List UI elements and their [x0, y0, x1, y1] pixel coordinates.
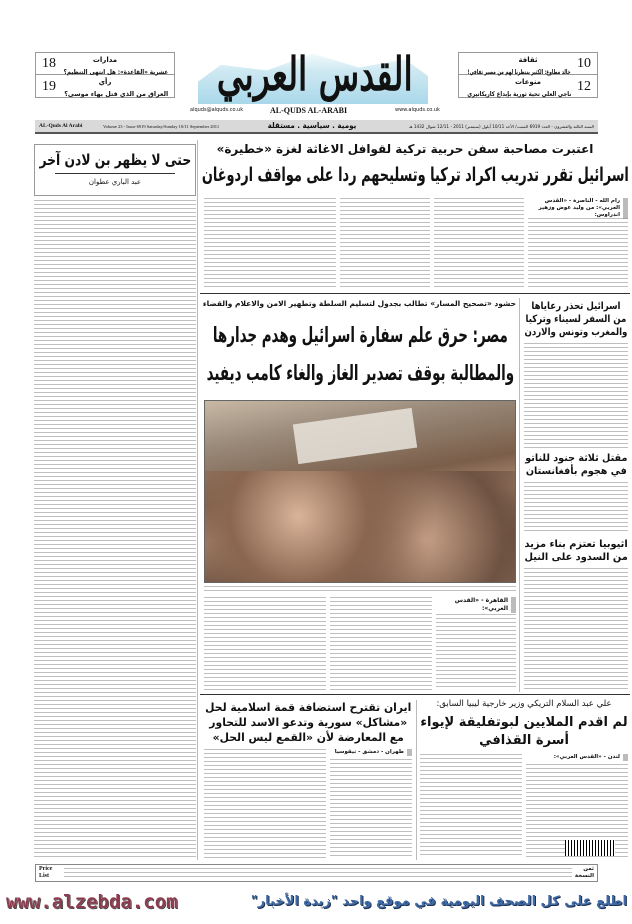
divider	[55, 173, 175, 174]
teaser-text: عشرية «القاعدة»: هل انتهى التنظيم؟	[63, 68, 168, 76]
right-story-headline[interactable]: اسرائيل تحذر رعاياها من السفر لسيناء وتركيا والمغرب وتونس والاردن	[524, 301, 628, 338]
teaser-text: العراق من الذي قتل بهاء موسى؟	[64, 90, 168, 98]
column-divider	[416, 700, 417, 860]
slogan: يومية . سياسية . مستقلة	[267, 121, 357, 130]
bottom-headline[interactable]: ايران تقترح استضافة قمة اسلامية لحل «مشاكل» سورية وتدعو الاسد للتحاور مع المعارضة لأن «القمع ليس الحل»	[204, 701, 412, 744]
lead-kicker: اعتبرت مصاحبة سفن حربية تركية لقوافل الاغاثة لغزة «خطيرة»	[216, 142, 594, 156]
divider	[200, 293, 630, 294]
editorial-box[interactable]	[34, 144, 196, 196]
egypt-headline[interactable]: مصر: حرق علم سفارة اسرائيل وهدم جدارها والمطالبة بوقف تصدير الغاز والغاء كامب ديفيد	[206, 323, 514, 385]
right-story-headline[interactable]: اثيوبيا تعتزم بناء مزيد من السدود على النيل	[524, 538, 628, 563]
right-story-text	[524, 568, 628, 690]
price-list-label: Price List	[39, 866, 53, 879]
bottom-text	[330, 759, 412, 858]
barcode	[565, 840, 615, 856]
right-story-text	[524, 343, 628, 448]
bar-right: السنة الثالثة والعشرون - العدد 6919 السبت/ الأحد 10/11 أيلول (سبتمبر) 2011 - 12/11 شوال 1432 هـ	[409, 124, 594, 129]
teaser-page: 10	[577, 56, 591, 71]
price-list-entries	[64, 868, 572, 879]
teaser-page: 18	[42, 56, 56, 71]
egypt-text	[330, 597, 432, 690]
photo-wall	[293, 408, 417, 464]
banner-url[interactable]: www.alzebda.com	[6, 891, 178, 913]
photo-crowd	[205, 471, 516, 583]
bar-left: AL-Quds Al Arabi	[39, 123, 83, 129]
teaser-section: ثقافة	[518, 56, 538, 64]
price-list	[35, 864, 598, 882]
right-story-headline[interactable]: مقتل ثلاثة جنود للناتو في هجوم بأفغانستان	[524, 452, 628, 477]
lead-text	[204, 198, 336, 290]
lead-text	[528, 218, 628, 290]
teaser-page: 12	[577, 79, 591, 94]
divider	[200, 694, 630, 695]
bottom-dateline: طهران - دمشق - نيقوسيا	[330, 749, 412, 756]
banner-text[interactable]: اطلع على كل الصحف اليومية في موقع واحد "زبدة الأخبار"	[250, 894, 627, 909]
lead-text	[340, 198, 430, 290]
teaser-item[interactable]	[36, 75, 174, 97]
teaser-item[interactable]	[36, 53, 174, 75]
teaser-section: رأي	[98, 78, 112, 86]
logo-latin: AL-QUDS AL-ARABI	[270, 106, 348, 115]
logo: القدس العربي	[217, 47, 413, 101]
lead-text	[434, 198, 524, 290]
bottom-dateline: لندن - «القدس العربي»:	[526, 754, 628, 761]
lead-byline: رام الله - الناصرة - «القدس العربي»: من وليد عوض وزهير اندراوس:	[528, 198, 628, 219]
bar-volume: Volume 23 - Issue 6919 Saturday/Sunday 10/11 September 2011	[103, 124, 220, 129]
egypt-dateline: القاهرة - «القدس العربي»:	[436, 597, 516, 613]
bottom-story	[204, 700, 412, 858]
egypt-text	[204, 597, 326, 690]
column-divider	[197, 140, 198, 860]
date-bar	[35, 120, 598, 134]
column-divider	[519, 298, 520, 692]
bottom-text	[204, 749, 326, 858]
teaser-page: 19	[42, 79, 56, 94]
website: www.alquds.co.uk	[395, 107, 440, 113]
editorial-text	[34, 200, 196, 860]
teaser-section: منوعات	[514, 78, 542, 86]
editorial-headline: حتى لا يظهر بن لادن آخر	[39, 151, 191, 169]
editorial-author: عبد الباري عطوان	[88, 178, 142, 186]
bottom-story	[420, 699, 628, 858]
teaser-section: مدارات	[92, 56, 118, 64]
bottom-headline[interactable]: لم اقدم الملايين لبوتفليقة لإيواء أسرة القذافي	[420, 715, 628, 748]
teaser-box-left	[35, 52, 175, 98]
bottom-kicker: علي عبد السلام التريكي وزير خارجية ليبيا السابق:	[436, 699, 612, 709]
teaser-text: ناجي العلي تحية ثورية بإبداع كاريكاتيري	[466, 90, 571, 98]
protest-photo	[204, 400, 516, 583]
teaser-text: خالد مطاوع: الكثير ينتظرنا لهم من مصير ثقافي!	[468, 68, 571, 76]
bottom-text	[420, 754, 522, 858]
teaser-item[interactable]	[459, 75, 597, 97]
price-list-label-ar: ثمن النسخة	[574, 866, 594, 879]
right-column	[524, 300, 628, 690]
email: alquds@alquds.co.uk	[190, 107, 244, 113]
egypt-text	[436, 614, 516, 690]
teaser-item[interactable]	[459, 53, 597, 75]
right-story-text	[524, 482, 628, 534]
teaser-box-right	[458, 52, 598, 98]
egypt-kicker: حشود «تصحيح المسار» تطالب بجدول لتسليم السلطة وتطهير الامن والاعلام والقضاء	[202, 299, 516, 308]
photo-caption	[204, 586, 516, 593]
lead-headline[interactable]: اسرائيل تقرر تدريب اكراد تركيا وتسليحهم ردا على مواقف اردوغان	[201, 164, 629, 186]
